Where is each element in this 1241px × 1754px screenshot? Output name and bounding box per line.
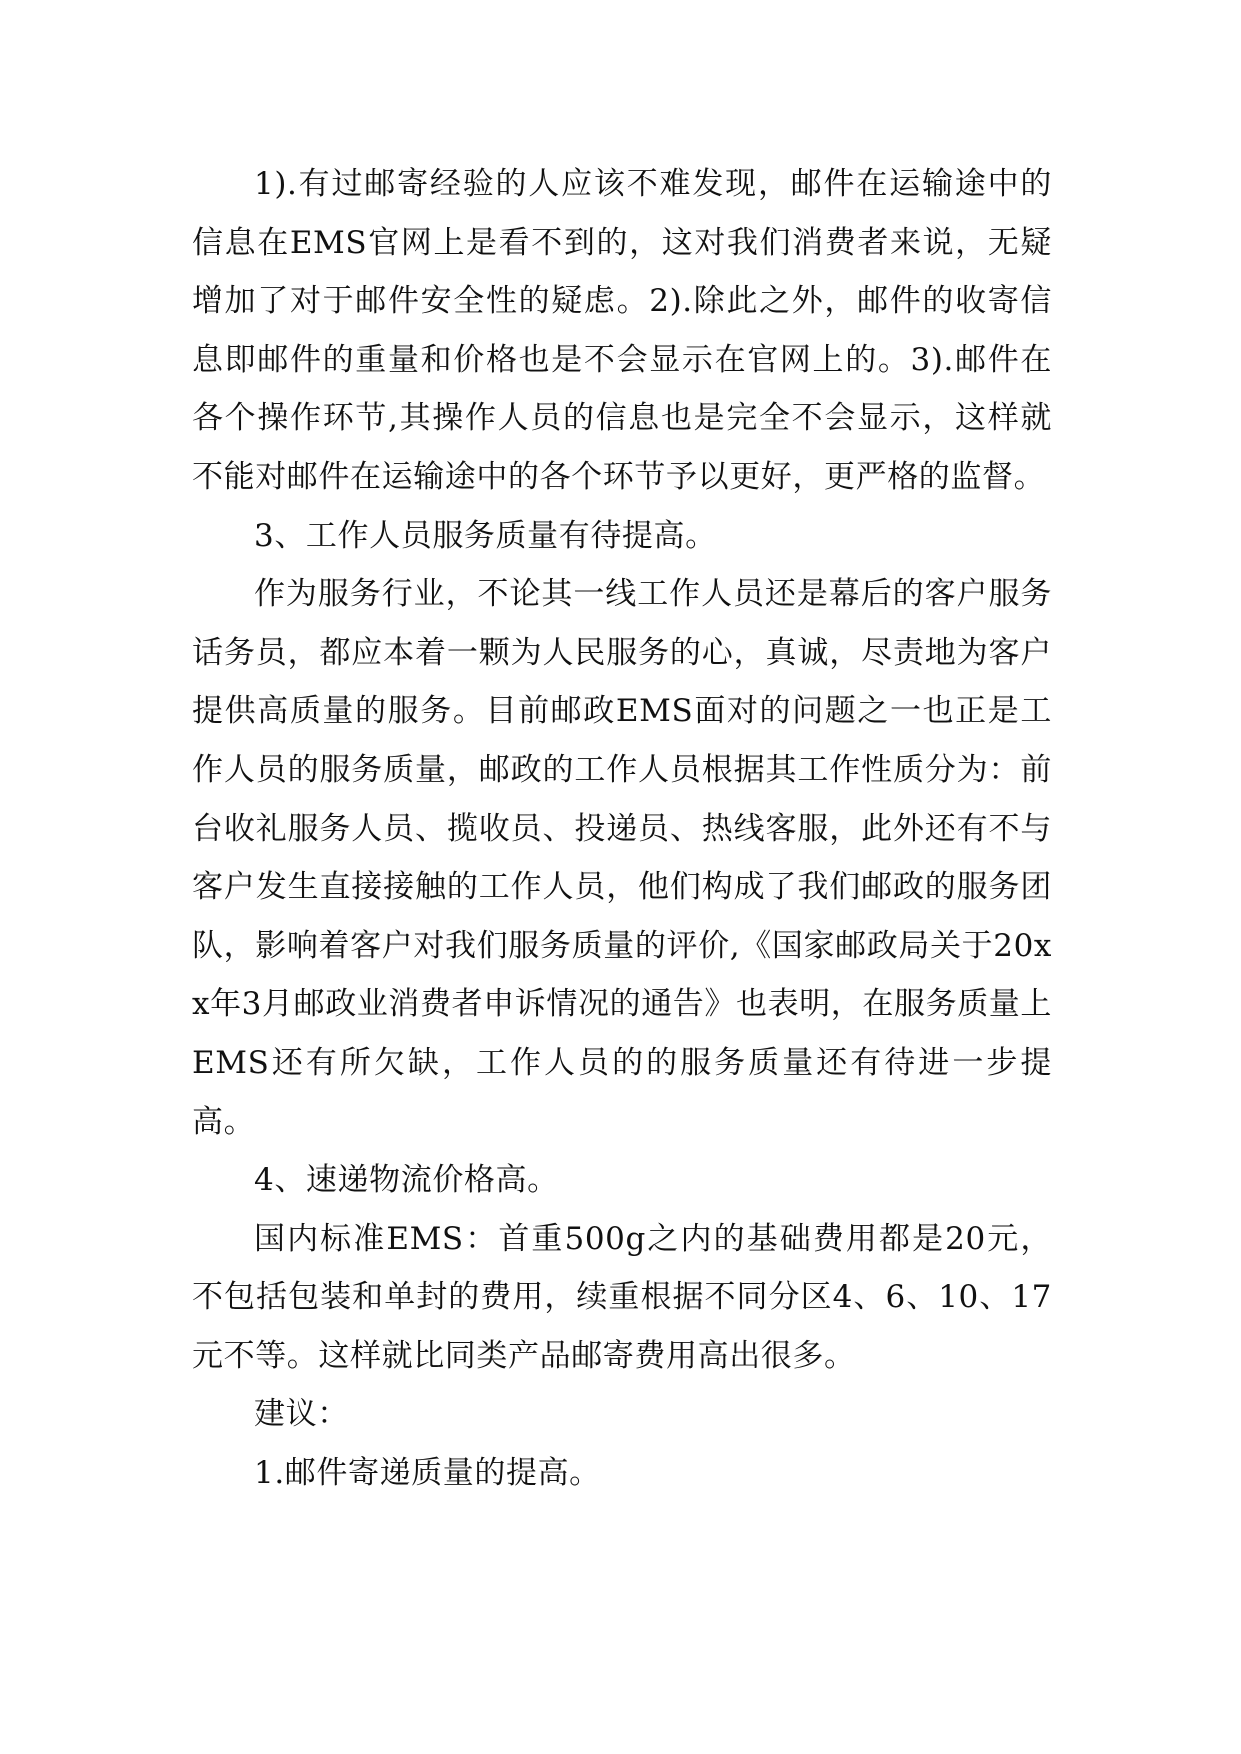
suggestion-item-1: 1.邮件寄递质量的提高。 bbox=[254, 1455, 601, 1492]
document-body bbox=[192, 155, 1052, 1503]
paragraph-pricing: 国内标准EMS：首重500g之内的基础费用都是20元，不包括包装和单封的费用，续重根据不同分区4、6、10、17元不等。这样就比同类产品邮寄费用高出很多。 bbox=[192, 1220, 1052, 1374]
paragraph-ems-tracking-issues: 1).有过邮寄经验的人应该不难发现，邮件在运输途中的信息在EMS官网上是看不到的，这对我们消费者来说，无疑增加了对于邮件安全性的疑虑。2).除此之外，邮件的收寄信息即邮件的重量和价格也是不会显示在官网上的。3).邮件在各个操作环节,其操作人员的信息也是完全不会显示，这样就不能对邮件在运输途中的各个环节予以更好，更严格的监督。 bbox=[192, 166, 1052, 495]
heading-service-quality: 3、工作人员服务质量有待提高。 bbox=[254, 517, 717, 554]
heading-suggestions: 建议： bbox=[254, 1396, 349, 1433]
paragraph-service-quality: 作为服务行业，不论其一线工作人员还是幕后的客户服务话务员，都应本着一颗为人民服务的心，真诚，尽责地为客户提供高质量的服务。目前邮政EMS面对的问题之一也正是工作人员的服务质量，邮政的工作人员根据其工作性质分为：前台收礼服务人员、揽收员、投递员、热线客服，此外还有不与客户发生直接接触的工作人员，他们构成了我们邮政的服务团队，影响着客户对我们服务质量的评价,《国家邮政局关于20xx年3月邮政业消费者申诉情况的通告》也表明，在服务质量上EMS还有所欠缺，工作人员的的服务质量还有待进一步提高。 bbox=[192, 576, 1053, 1140]
heading-high-price: 4、速递物流价格高。 bbox=[254, 1162, 559, 1199]
